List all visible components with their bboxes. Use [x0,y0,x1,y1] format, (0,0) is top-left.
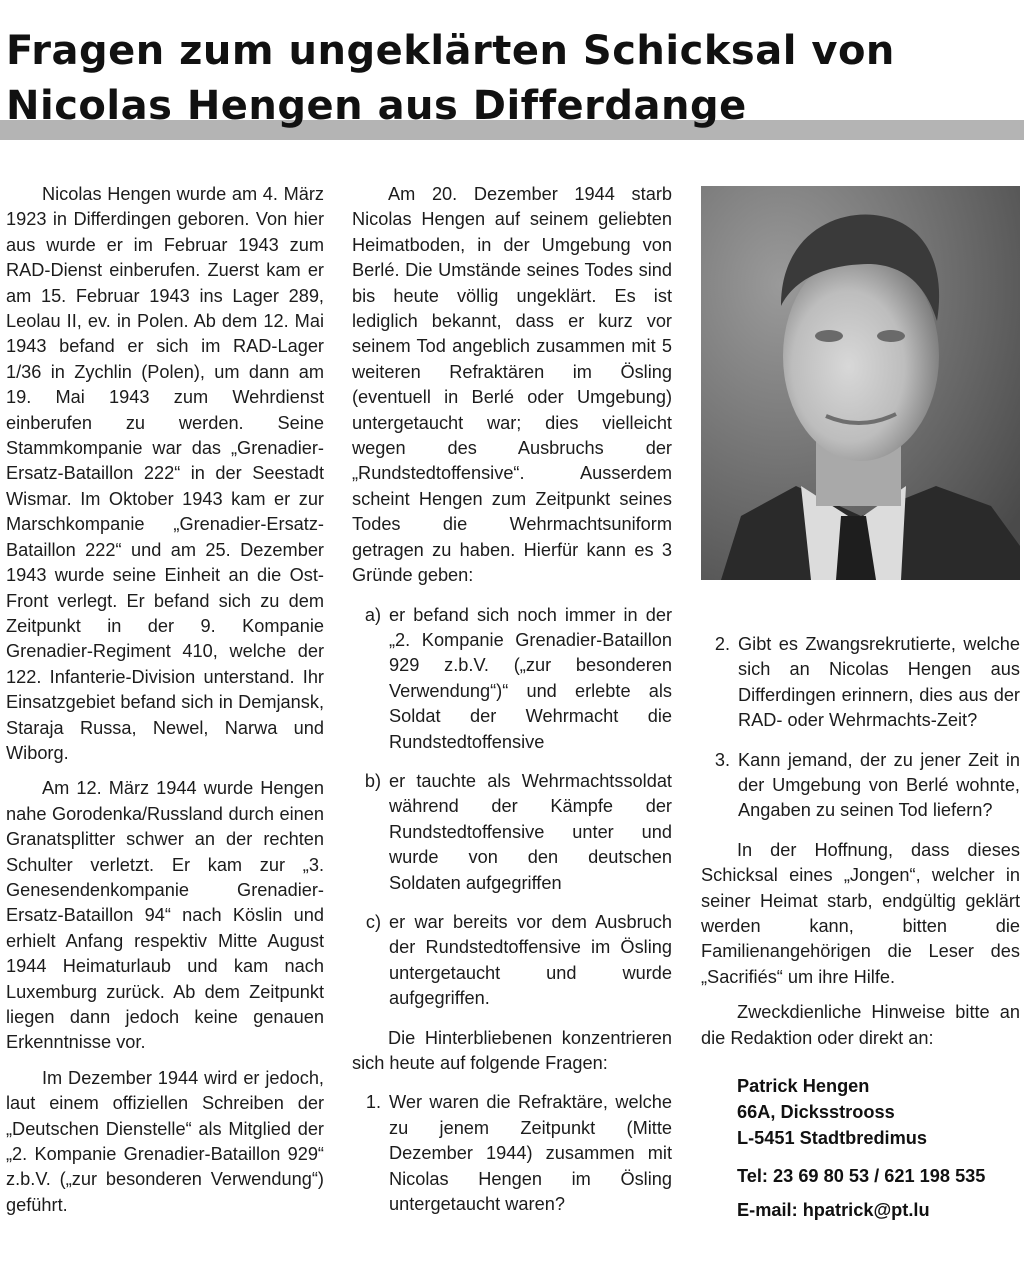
article-title [6,24,895,134]
list-text: Gibt es Zwangsrekrutierte, welche sich an Nicolas Hengen aus Differdingen erinnern, dies aus der RAD- oder Wehrmachts-Zeit? [738,634,1020,731]
list-text: Kann jemand, der zu jener Zeit in der Umgebung von Berlé wohnte, Angaben zu seinen Tod liefern? [738,749,1020,821]
contact-block [737,1073,1020,1223]
contact-city: L-5451 Stadtbredimus [737,1128,928,1149]
question-item [701,748,1020,824]
paragraph: In der Hoffnung, dass dieses Schicksal eines „Jongen“, welcher in seiner Heimat starb, endgültig geklärt werden kann, bitten die Familienangehörigen die Leser des „Sacrifiés“ um ihre Hilfe. [701,839,1020,987]
column-2 [352,182,672,1231]
paragraph: Am 12. März 1944 wurde Hengen nahe Gorodenka/Russland durch einen Granatsplitter schwer an der rechten Schulter verletzt. Er kam zur „3. Genesendenkompanie Grenadier-Ersatz-Bataillon 94“ nach Köslin und erhielt Anfang respektiv Mitte August 1944 Heimaturlaub und kam nach Luxemburg zurück. Ab dem Zeitpunkt liegen dann jedoch keine genauen Erkenntnisse vor. [6,778,324,1053]
paragraph: Am 20. Dezember 1944 starb Nicolas Hengen auf seinem geliebten Heimatboden, in der Umgebung von Berlé. Die Umstände seines Todes sind bis heute völlig ungeklärt. Es ist lediglich bekannt, dass er kurz vor seinem Tod angeblich zusammen mit 5 weiteren Refraktären im Ösling (eventuell in Berlé oder Umgebung) untergetaucht war; dies vielleicht wegen des Ausbruchs der „Rundstedtoffensive“. Ausserdem scheint Hengen zum Zeitpunkt seines Todes die Wehrmachtsuniform getragen zu haben. Hierfür kann es 3 Gründe geben: [352,184,672,586]
portrait-photo [701,186,1020,580]
paragraph: Im Dezember 1944 wird er jedoch, laut einem offiziellen Schreiben der „Deutschen Dienstelle“ als Mitglied der „2. Kompanie Grenadier-Bataillon 929“ z.b.V. („zur besonderen Verwendung“) geführt. [6,1067,324,1215]
title-line-1: Fragen zum ungeklärten Schicksal von [6,28,895,74]
list-text: er tauchte als Wehrmachtssoldat während der Kämpfe der Rundstedtoffensive unter und wurde von den deutschen Soldaten aufgegriffen [389,770,672,893]
title-line-2: Nicolas Hengen aus Differdange [6,83,747,129]
list-item [352,769,672,896]
paragraph: Nicolas Hengen wurde am 4. März 1923 in Differdingen geboren. Von hier aus wurde er im Februar 1943 zum RAD-Dienst einberufen. Zuerst kam er am 15. Februar 1943 ins Lager 289, Leolau II, ev. in Polen. Ab dem 12. Mai 1943 befand er sich im RAD-Lager 1/36 in Zychlin (Polen), um dann am 19. Mai 1943 zum Wehrdienst einberufen zu werden. Seine Stammkompanie war das „Grenadier-Ersatz-Bataillon 222“ in der Seestadt Wismar. Im Oktober 1943 kam er zur Marschkompanie „Grenadier-Ersatz-Bataillon 222“ und am 25. Dezember 1943 wurde seine Einheit an die Ost-Front verlegt. Er befand sich zu dem Zeitpunkt in der 9. Kompanie Grenadier-Regiment 410, welche der 122. Infanterie-Division unterstand. Ihr Einsatzgebiet befand sich in Demjansk, Staraja Russa, Newel, Narwa und Wiborg. [6,184,324,763]
list-marker: 3. [714,749,730,770]
contact-email: E-mail: hpatrick@pt.lu [737,1200,930,1221]
list-marker: c) [365,911,381,932]
list-text: er befand sich noch immer in der „2. Kompanie Grenadier-Bataillon 929 z.b.V. („zur besonderen Verwendung“)“ und erlebte als Soldat der Wehrmacht die Rundstedtoffensive [389,604,672,752]
contact-name: Patrick Hengen [737,1076,870,1097]
list-marker: 2. [714,634,730,654]
list-text: Wer waren die Refraktäre, welche zu jenem Zeitpunkt (Mitte Dezember 1944) zusammen mit Nicolas Hengen im Ösling untergetaucht waren? [389,1092,672,1215]
column-1 [6,182,324,1228]
list-item [352,910,672,1012]
list-item [352,603,672,755]
paragraph: Zweckdienliche Hinweise bitte an die Redaktion oder direkt an: [701,1002,1020,1048]
column-3 [701,632,1020,1223]
list-marker: b) [364,770,381,791]
list-text: er war bereits vor dem Ausbruch der Rundstedtoffensive im Ösling untergetaucht und wurde aufgegriffen. [389,911,672,1009]
contact-phone: Tel: 23 69 80 53 / 621 198 535 [737,1166,986,1187]
question-item [701,632,1020,734]
question-item [352,1090,672,1217]
contact-street: 66A, Dicksstrooss [737,1102,895,1123]
list-marker: a) [364,604,381,625]
paragraph: Die Hinterbliebenen konzentrieren sich heute auf folgende Fragen: [352,1027,672,1073]
list-marker: 1. [365,1092,381,1113]
